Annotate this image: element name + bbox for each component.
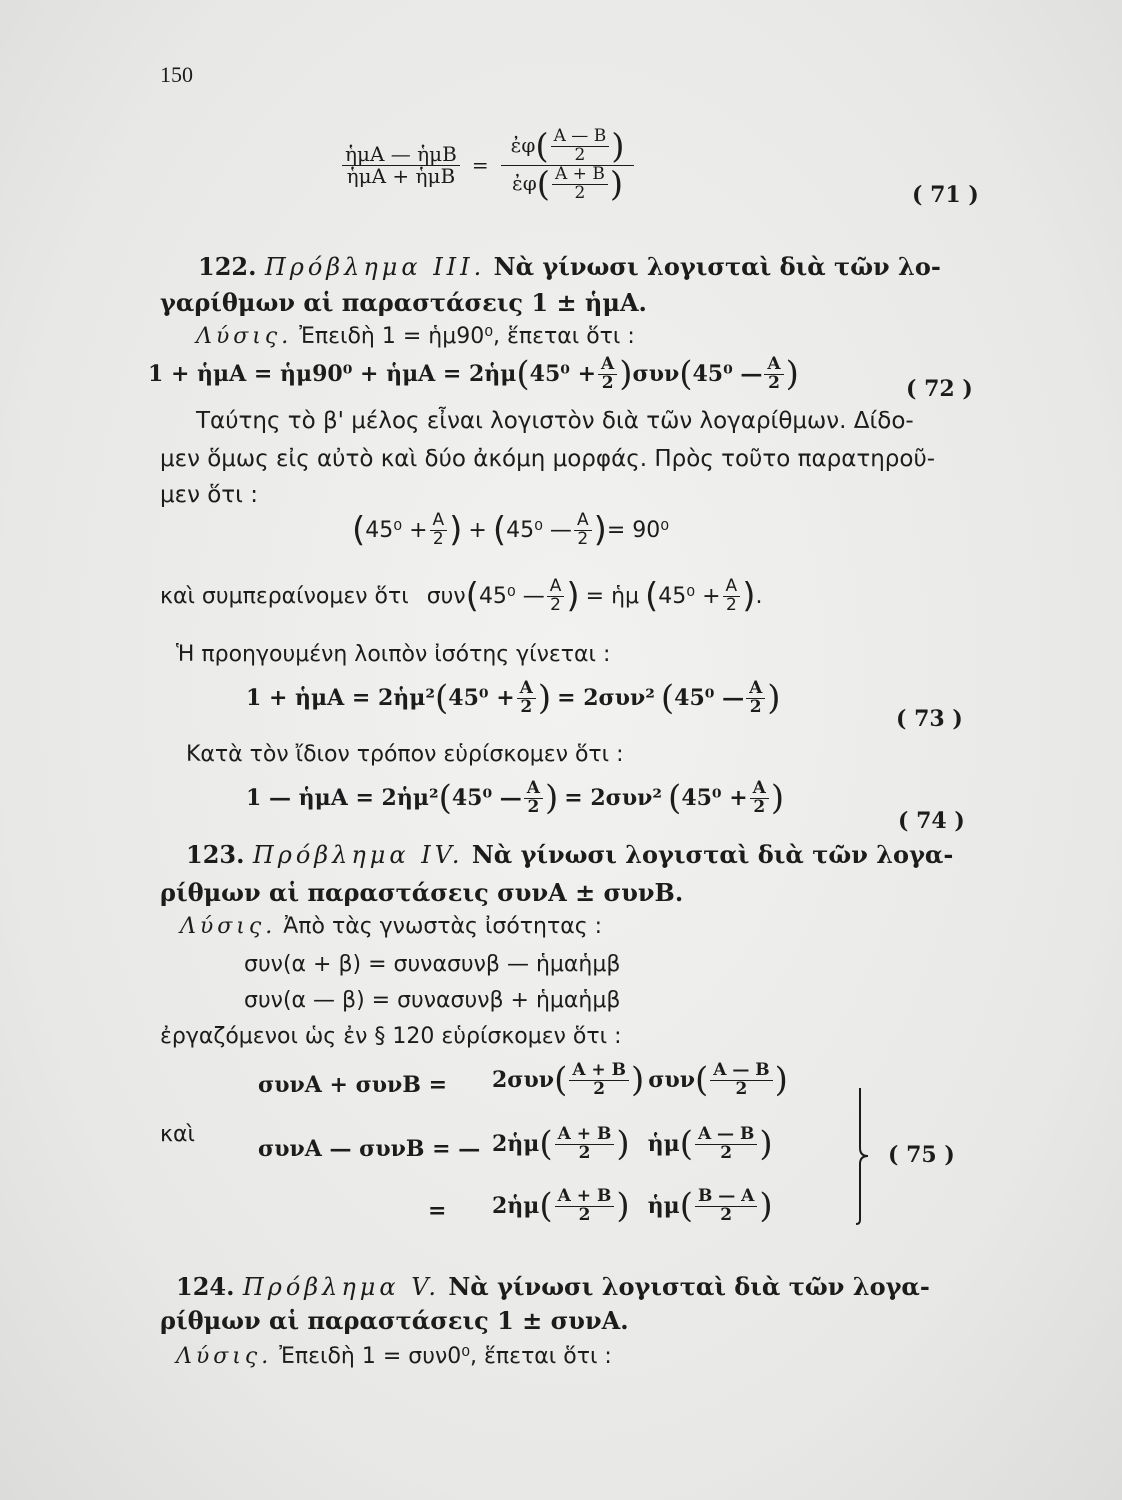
eq74-frac1-den: 2 (527, 796, 540, 817)
eq72-frac2-den: 2 (768, 372, 780, 393)
eq73-label: ( 73 ) (896, 706, 963, 732)
eq74-frac2-den: 2 (753, 796, 766, 817)
eq73-arg2: 45⁰ — (674, 685, 745, 712)
eq74-frac1-num: Α (524, 780, 543, 799)
eq75-row1-coef: 2συν (492, 1067, 555, 1094)
eq71-lhs-numerator: ἡμΑ — ἡμΒ (342, 144, 460, 166)
eq75-row1-lhs: συνΑ + συνΒ = (258, 1072, 448, 1098)
eq75-row2-coef: 2ἡμ (492, 1131, 540, 1158)
sec124-title: Πρόβλημα V. (242, 1273, 440, 1301)
para1-line2: μεν ὅμως εἰς αὐτὸ καὶ δύο ἀκόμη μορφάς. Πρὸς τοῦτο παρατηροῦ- (160, 446, 936, 472)
para1-line1: Ταύτης τὸ β' μέλος εἶναι λογιστὸν διὰ τῶν λογαρίθμων. Δίδο- (196, 408, 914, 434)
identity-cos-diff: συν(α — β) = συνασυνβ + ἡμαἡμβ (244, 988, 621, 1013)
eq75-row2-frac1 (555, 1126, 615, 1163)
sec123-title: Πρόβλημα ΙV. (252, 841, 464, 869)
eq75-row1-frac1 (569, 1062, 629, 1099)
eq74-mid: = 2συν² (564, 785, 663, 812)
eq72-cos: συν (632, 361, 680, 388)
sec124-heading (176, 1272, 930, 1301)
sec122-heading (198, 252, 941, 281)
equation-72: 1 + ἡμΑ = ἡμ90⁰ + ἡμΑ = 2ἡμ ( 45⁰ + $\frac{A}{2}$ ) συν ( 45⁰ — $\frac{A}{2}$ ) (148, 354, 799, 395)
eq75-row2-frac2-num: Α — Β (695, 1126, 757, 1145)
eq71-lhs-denominator: ἡμΑ + ἡμΒ (346, 163, 456, 188)
eq71-tan-top: ἐφ (510, 132, 536, 157)
eq75-row2-rhs: 2ἡμ ( $\frac{A + B}{2}$ ) ἡμ ( $\frac{A — B}{2}$ ) (492, 1124, 773, 1165)
eq73-frac1-den: 2 (520, 696, 533, 717)
sec123-heading (186, 840, 953, 869)
eq-sum-frac2-den: 2 (577, 528, 589, 549)
sec124-solution-label: Λύσις. (176, 1344, 273, 1369)
conclusion-eq-sin: = ἡμ (585, 583, 640, 609)
eq73-mid: = 2συν² (557, 685, 655, 712)
eq-sum-arg2: 45⁰ — (506, 517, 572, 543)
conclusion-arg2: 45⁰ + (658, 583, 721, 609)
sec122-solution (196, 324, 635, 349)
eq-sum-arg1: 45⁰ + (365, 517, 428, 543)
sec122-number: 122. (198, 252, 257, 281)
sec123-number: 123. (186, 840, 245, 869)
equation-74: 1 — ἡμΑ = 2ἡμ² ( 45⁰ — $\frac{A}{2}$ ) = 2συν² ( 45⁰ + $\frac{A}{2}$ ) (246, 778, 785, 819)
eq74-frac2-num: Α (750, 780, 769, 799)
conclusion-arg1: 45⁰ — (478, 583, 545, 609)
eq73-arg1: 45⁰ + (448, 685, 515, 712)
eq71-top-arg-num: Α — Β (551, 128, 610, 147)
sec124-solution-text: Ἐπειδὴ 1 = συν0⁰, ἕπεται ὅτι : (279, 1344, 612, 1369)
eq71-tan-bottom: ἐφ (511, 170, 537, 195)
conclusion-cos: συν (426, 583, 466, 609)
eq72-lhs: 1 + ἡμΑ = ἡμ90⁰ + ἡμΑ = 2ἡμ (148, 361, 517, 388)
eq73-frac1-num: Α (517, 680, 536, 699)
eq73-lhs: 1 + ἡμΑ = 2ἡμ² (246, 685, 436, 712)
eq74-arg1: 45⁰ — (451, 785, 522, 812)
eq-sum-rhs: = 90⁰ (606, 517, 670, 543)
conclusion-period: . (755, 583, 763, 609)
sec122-line1: Νὰ γίνωσι λογισταὶ διὰ τῶν λο- (493, 252, 941, 281)
eq73-frac2-num: Α (746, 680, 765, 699)
eq75-row3-coef: 2ἡμ (492, 1193, 540, 1220)
eq75-row2-frac2 (695, 1126, 757, 1163)
eq75-row1-frac2-den: 2 (735, 1078, 748, 1099)
eq73-frac1 (517, 680, 536, 717)
eq75-row1-rhs: 2συν ( $\frac{A + B}{2}$ ) συν ( $\frac{A — B}{2}$ ) (492, 1060, 788, 1101)
sec123-line1: Νὰ γίνωσι λογισταὶ διὰ τῶν λογα- (471, 840, 954, 869)
eq-sum-plus: + (468, 517, 487, 543)
eq75-row2-frac1-den: 2 (578, 1142, 591, 1163)
conclusion-frac1-num: Α (547, 578, 565, 597)
eq72-arg1: 45⁰ + (529, 361, 597, 388)
eq71-label: ( 71 ) (912, 182, 979, 208)
eq-sum-frac1 (430, 512, 448, 549)
working-line: ἐργαζόμενοι ὡς ἐν § 120 εὑρίσκομεν ὅτι : (160, 1024, 622, 1049)
eq72-frac1-num: Α (598, 356, 617, 375)
page-number: 150 (160, 62, 193, 87)
sec123-line2: ρίθμων αἱ παραστάσεις συνΑ ± συνΒ. (160, 878, 684, 907)
eq75-row3-frac1-num: Α + Β (555, 1188, 615, 1207)
sec122-solution-text: Ἐπειδὴ 1 = ἡμ90⁰, ἕπεται ὅτι : (299, 324, 635, 349)
eq75-row3-lhs: = (428, 1198, 447, 1224)
equation-angle-sum: ( 45⁰ + $\frac{A}{2}$ ) + ( 45⁰ — $\frac{A}{2}$ ) = 90⁰ (352, 510, 670, 551)
eq74-arg2: 45⁰ + (681, 785, 748, 812)
eq72-arg2: 45⁰ — (692, 361, 763, 388)
eq71-bottom-arg-den: 2 (574, 182, 586, 203)
eq75-row3-rhs: 2ἡμ ( $\frac{A + B}{2}$ ) ἡμ ( $\frac{B — A}{2}$ ) (492, 1186, 773, 1227)
eq75-row2-frac2-den: 2 (720, 1142, 733, 1163)
eq75-row2-lhs: συνΑ — συνΒ = — (258, 1136, 481, 1162)
eq75-row1-frac2 (710, 1062, 772, 1099)
sec124-line1: Νὰ γίνωσι λογισταὶ διὰ τῶν λογα- (448, 1272, 930, 1301)
eq71-rhs-denominator: ἐφ( $\frac{A + B}{2}$ ) (511, 163, 624, 205)
conclusion-frac2 (723, 578, 741, 615)
eq75-kai: καὶ (160, 1122, 195, 1147)
eq75-right-brace (846, 1086, 876, 1226)
eq73-frac2 (746, 680, 765, 717)
eq75-row1-frac1-num: Α + Β (569, 1062, 629, 1081)
eq73-frac2-den: 2 (749, 696, 762, 717)
eq71-rhs-fraction (501, 126, 635, 205)
eq75-row1-frac2-num: Α — Β (710, 1062, 772, 1081)
sec124-number: 124. (176, 1272, 235, 1301)
equation-73: 1 + ἡμΑ = 2ἡμ² ( 45⁰ + $\frac{A}{2}$ ) = 2συν² ( 45⁰ — $\frac{A}{2}$ ) (246, 678, 781, 719)
eq74-frac1 (524, 780, 543, 817)
para1-line3: μεν ὅτι : (160, 482, 258, 508)
eq75-row3-frac2-num: Β — Α (695, 1188, 757, 1207)
eq75-row1-fn2: συν (648, 1067, 695, 1094)
conclusion-frac2-den: 2 (725, 594, 737, 615)
eq72-frac2-num: Α (764, 356, 783, 375)
sec122-title: Πρόβλημα ΙΙΙ. (264, 253, 486, 281)
eq74-frac2 (750, 780, 769, 817)
eq75-row3-frac2-den: 2 (720, 1204, 733, 1225)
sec124-solution (176, 1344, 612, 1369)
eq71-rhs-numerator: ἐφ( $\frac{A — B}{2}$ ) (501, 128, 635, 166)
conclusion-frac1-den: 2 (550, 594, 561, 615)
equation-71 (340, 126, 636, 205)
eq75-row3-frac1-den: 2 (578, 1204, 591, 1225)
eq71-bottom-arg-num: Α + Β (552, 166, 608, 185)
eq72-frac1 (598, 356, 617, 393)
eq-sum-frac2 (574, 512, 592, 549)
eq72-label: ( 72 ) (906, 376, 973, 402)
sec123-solution-label: Λύσις. (180, 914, 277, 939)
sec124-line2: ρίθμων αἱ παραστάσεις 1 ± συνΑ. (160, 1306, 629, 1335)
eq-sum-frac1-num: Α (430, 512, 448, 531)
conclusion-frac2-num: Α (723, 578, 741, 597)
conclusion-line: καὶ συμπεραίνομεν ὅτι συν ( 45⁰ — $\frac{A}{2}$ ) = ἡμ ( 45⁰ + $\frac{A}{2}$ ) . (160, 576, 763, 617)
eq71-lhs-fraction (342, 141, 460, 188)
eq75-row3-frac1 (555, 1188, 615, 1225)
eq71-top-arg-den: 2 (574, 144, 586, 165)
conclusion-text: καὶ συμπεραίνομεν ὅτι (160, 583, 409, 609)
identity-cos-sum: συν(α + β) = συνασυνβ — ἡμαἡμβ (244, 952, 621, 977)
eq75-row3-fn2: ἡμ (647, 1193, 680, 1220)
eq71-top-arg (551, 128, 610, 165)
eq75-row2-frac1-num: Α + Β (555, 1126, 615, 1145)
sec123-solution-text: Ἀπὸ τὰς γνωστὰς ἰσότητας : (283, 914, 603, 939)
sec122-solution-label: Λύσις. (196, 324, 293, 349)
same-way-line: Κατὰ τὸν ἴδιον τρόπον εὑρίσκομεν ὅτι : (186, 742, 624, 767)
previous-equality-line: Ἡ προηγουμένη λοιπὸν ἰσότης γίνεται : (176, 642, 611, 667)
eq74-label: ( 74 ) (898, 808, 965, 834)
sec122-line2: γαρίθμων αἱ παραστάσεις 1 ± ἡμΑ. (160, 288, 647, 317)
eq75-row2-fn2: ἡμ (647, 1131, 680, 1158)
eq75-label: ( 75 ) (888, 1142, 955, 1168)
eq71-equals: = (471, 153, 489, 178)
eq72-frac2 (764, 356, 783, 393)
eq-sum-frac2-num: Α (574, 512, 592, 531)
sec123-solution (180, 914, 602, 939)
eq-sum-frac1-den: 2 (432, 528, 444, 549)
eq75-row1-frac1-den: 2 (593, 1078, 606, 1099)
eq72-frac1-den: 2 (601, 372, 614, 393)
eq74-lhs: 1 — ἡμΑ = 2ἡμ² (246, 785, 439, 812)
eq71-bottom-arg (552, 163, 608, 203)
conclusion-frac1 (547, 578, 565, 615)
eq75-row3-frac2 (695, 1188, 757, 1225)
